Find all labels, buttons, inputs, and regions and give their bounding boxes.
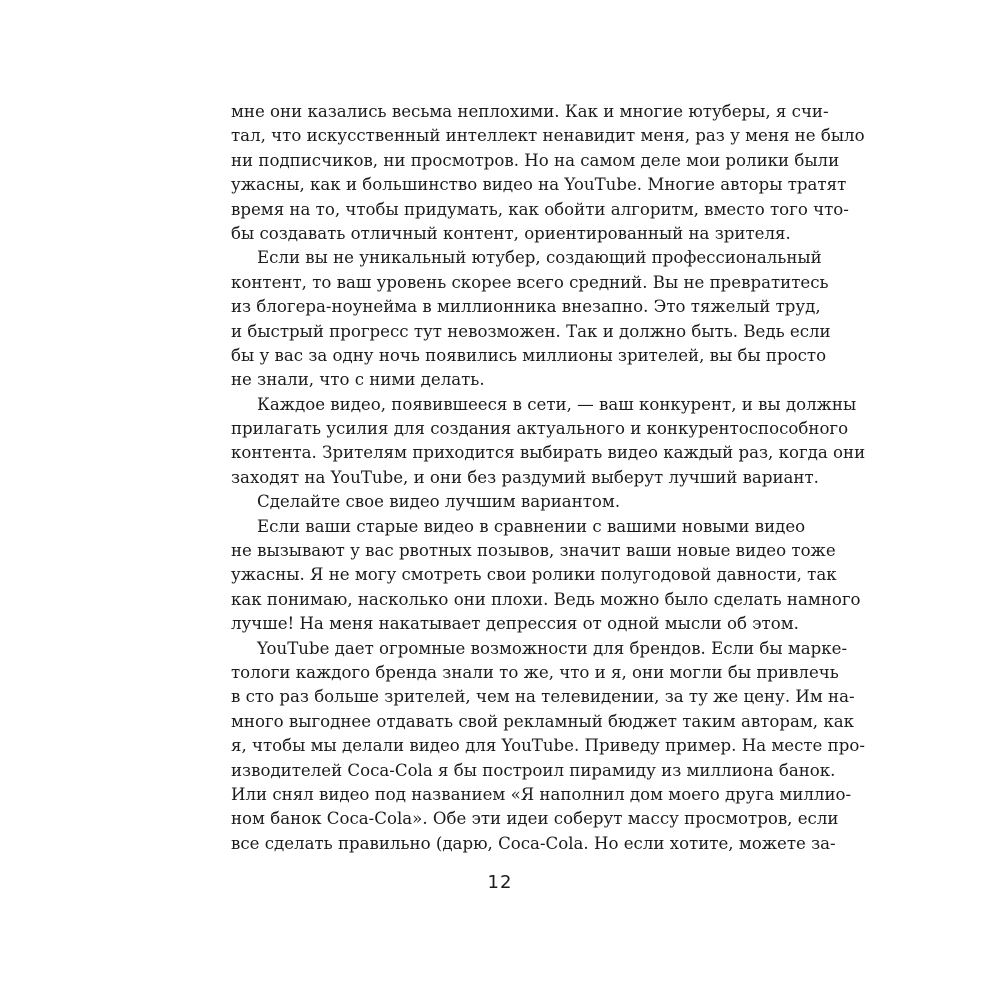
text-line: ужасны, как и большинство видео на YouTube. Многие авторы тратят bbox=[231, 175, 847, 195]
text-line: контента. Зрителям приходится выбирать видео каждый раз, когда они bbox=[231, 443, 866, 463]
text-line: бы у вас за одну ночь появились миллионы зрителей, вы бы просто bbox=[231, 345, 827, 365]
paragraph bbox=[231, 246, 831, 392]
text-line: прилагать усилия для создания актуального и конкурентоспособного bbox=[231, 419, 849, 439]
text-line: много выгоднее отдавать свой рекламный бюджет таким авторам, как bbox=[231, 711, 854, 731]
text-line: YouTube дает огромные возможности для брендов. Если бы марке- bbox=[257, 638, 848, 658]
text-line: тологи каждого бренда знали то же, что и я, они могли бы привлечь bbox=[231, 662, 839, 682]
text-line: ном банок Coca-Cola». Обе эти идеи соберут массу просмотров, если bbox=[231, 809, 839, 829]
text-line: Если ваши старые видео в сравнении с вашими новыми видео bbox=[257, 516, 806, 536]
paragraph bbox=[231, 637, 865, 857]
text-line: не знали, что с ними делать. bbox=[231, 370, 485, 390]
text-line: время на то, чтобы придумать, как обойти алгоритм, вместо того что- bbox=[231, 199, 849, 219]
text-line: Сделайте свое видео лучшим вариантом. bbox=[257, 492, 621, 512]
text-line: тал, что искусственный интеллект ненавидит меня, раз у меня не было bbox=[231, 126, 865, 146]
body-text bbox=[231, 100, 866, 856]
paragraph bbox=[231, 100, 865, 246]
text-line: ни подписчиков, ни просмотров. Но на самом деле мои ролики были bbox=[231, 150, 840, 170]
text-line: из блогера-ноунейма в миллионника внезапно. Это тяжелый труд, bbox=[231, 297, 821, 317]
paragraph bbox=[231, 393, 866, 491]
text-line: бы создавать отличный контент, ориентированный на зрителя. bbox=[231, 223, 791, 243]
text-line: и быстрый прогресс тут невозможен. Так и должно быть. Ведь если bbox=[231, 321, 831, 341]
text-line: изводителей Coca-Cola я бы построил пирамиду из миллиона банок. bbox=[231, 760, 836, 780]
text-line: мне они казались весьма неплохими. Как и многие ютуберы, я счи- bbox=[231, 102, 829, 121]
text-line: ужасны. Я не могу смотреть свои ролики полугодовой давности, так bbox=[231, 565, 837, 585]
text-line: не вызывают у вас рвотных позывов, значит ваши новые видео тоже bbox=[231, 541, 836, 561]
text-line: Если вы не уникальный ютубер, создающий профессиональный bbox=[257, 248, 822, 268]
text-line: Или снял видео под названием «Я наполнил дом моего друга миллио- bbox=[231, 784, 852, 804]
text-line: Каждое видео, появившееся в сети, — ваш конкурент, и вы должны bbox=[257, 394, 857, 414]
page-number: 12 bbox=[487, 872, 513, 893]
text-line: контент, то ваш уровень скорее всего средний. Вы не превратитесь bbox=[231, 272, 829, 292]
text-line: как понимаю, насколько они плохи. Ведь можно было сделать намного bbox=[231, 589, 861, 609]
paragraph bbox=[231, 515, 861, 637]
text-line: лучше! На меня накатывает депрессия от одной мысли об этом. bbox=[231, 614, 799, 634]
text-line: заходят на YouTube, и они без раздумий выберут лучший вариант. bbox=[231, 467, 819, 487]
text-line: я, чтобы мы делали видео для YouTube. Приведу пример. На месте про- bbox=[231, 736, 865, 756]
paragraph bbox=[231, 490, 767, 514]
text-line: в сто раз больше зрителей, чем на телевидении, за ту же цену. Им на- bbox=[231, 687, 855, 707]
text-line: все сделать правильно (дарю, Coca-Cola. Но если хотите, можете за- bbox=[231, 833, 836, 853]
